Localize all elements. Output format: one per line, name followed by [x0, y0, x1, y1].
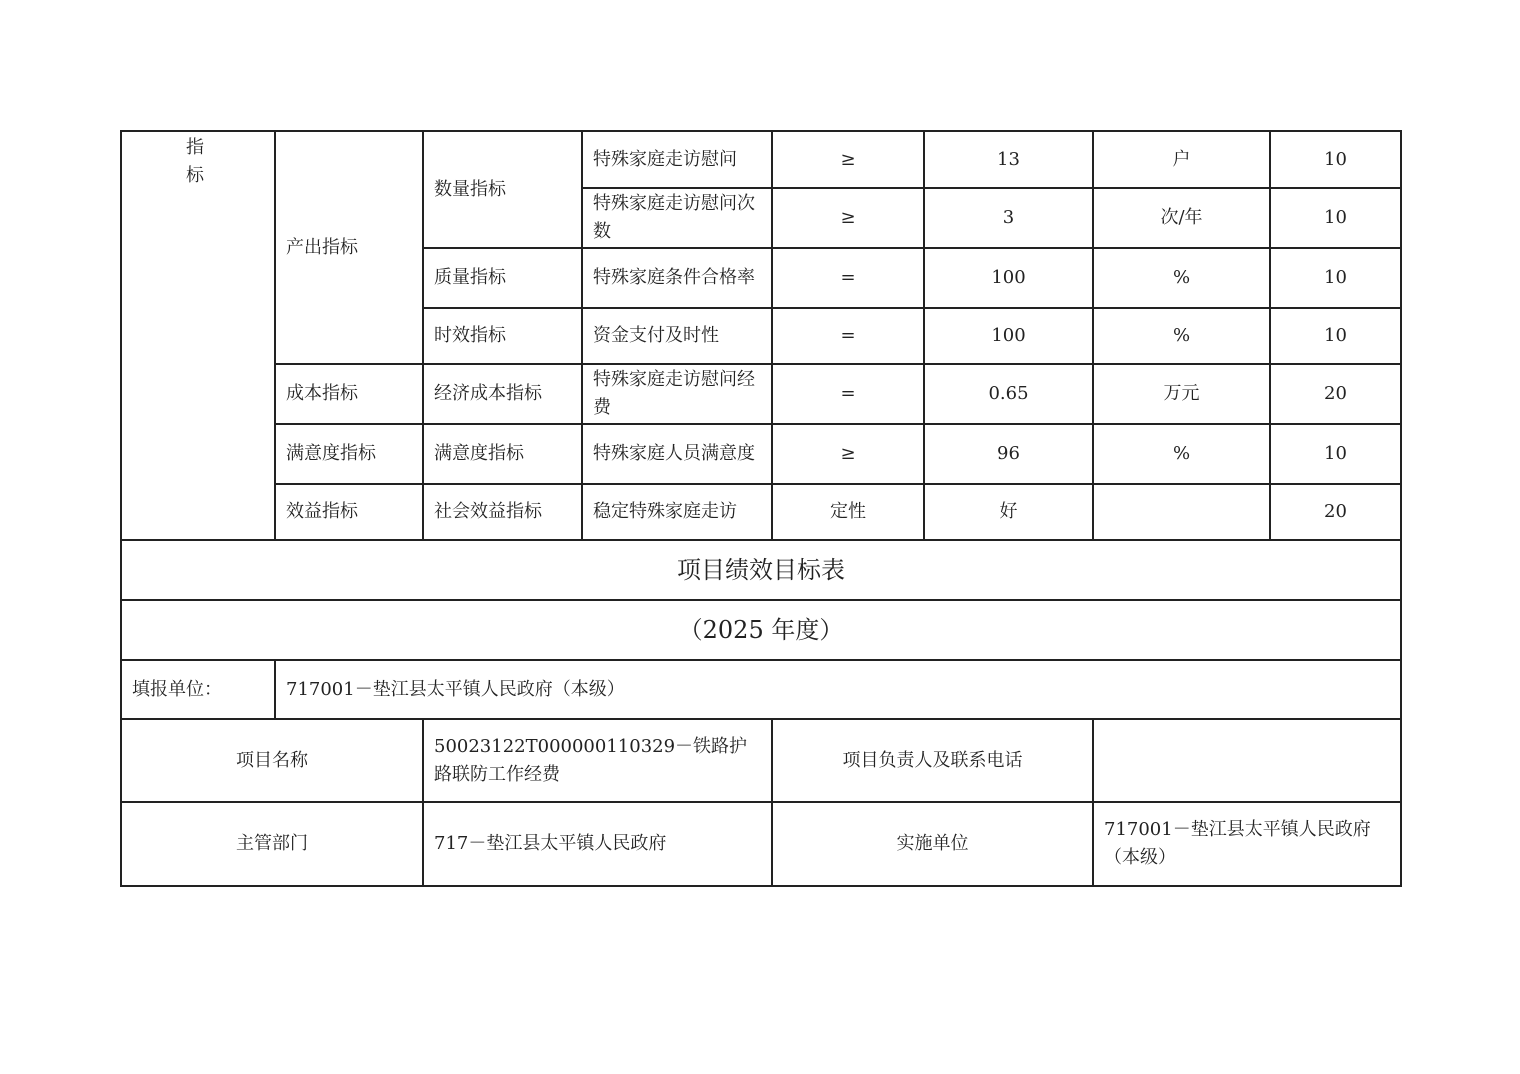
group-output: 产出指标 — [275, 131, 423, 364]
project-info-table — [120, 539, 1402, 887]
indicator-unit: % — [1093, 308, 1270, 364]
implementing-unit-value: 717001－垫江县太平镇人民政府（本级） — [1093, 802, 1401, 886]
project-name-label: 项目名称 — [121, 719, 423, 802]
indicator-name: 特殊家庭走访慰问 — [582, 131, 772, 188]
project-owner-value — [1093, 719, 1401, 802]
indicator-name: 特殊家庭条件合格率 — [582, 248, 772, 308]
indicator-value: 100 — [924, 248, 1093, 308]
department-label: 主管部门 — [121, 802, 423, 886]
indicator-weight: 10 — [1270, 424, 1401, 484]
level3-satisfaction: 满意度指标 — [423, 424, 582, 484]
group-cost: 成本指标 — [275, 364, 423, 424]
level3-social-benefit: 社会效益指标 — [423, 484, 582, 540]
indicator-level1-label: 指 标 — [121, 131, 275, 540]
indicator-name: 稳定特殊家庭走访 — [582, 484, 772, 540]
indicator-value: 0.65 — [924, 364, 1093, 424]
indicator-operator: ≥ — [772, 188, 924, 248]
indicator-name: 特殊家庭走访慰问经费 — [582, 364, 772, 424]
indicator-value: 100 — [924, 308, 1093, 364]
indicator-unit: 户 — [1093, 131, 1270, 188]
indicator-unit — [1093, 484, 1270, 540]
indicator-operator: = — [772, 308, 924, 364]
indicator-weight: 10 — [1270, 188, 1401, 248]
level3-quality: 质量指标 — [423, 248, 582, 308]
indicator-unit: % — [1093, 424, 1270, 484]
table-title: 项目绩效目标表 — [121, 540, 1401, 600]
indicator-value: 13 — [924, 131, 1093, 188]
indicator-weight: 10 — [1270, 308, 1401, 364]
implementing-unit-label: 实施单位 — [772, 802, 1093, 886]
indicator-unit: % — [1093, 248, 1270, 308]
indicator-weight: 20 — [1270, 484, 1401, 540]
indicator-weight: 10 — [1270, 248, 1401, 308]
reporting-unit-value: 717001－垫江县太平镇人民政府（本级） — [275, 660, 1401, 719]
level3-quantity: 数量指标 — [423, 131, 582, 248]
indicator-operator: = — [772, 248, 924, 308]
reporting-unit-label: 填报单位： — [121, 660, 275, 719]
group-satisfaction: 满意度指标 — [275, 424, 423, 484]
indicator-weight: 20 — [1270, 364, 1401, 424]
indicator-operator: ≥ — [772, 424, 924, 484]
indicator-unit: 万元 — [1093, 364, 1270, 424]
indicator-table — [120, 130, 1402, 541]
department-value: 717－垫江县太平镇人民政府 — [423, 802, 772, 886]
indicator-name: 资金支付及时性 — [582, 308, 772, 364]
indicator-value: 96 — [924, 424, 1093, 484]
indicator-weight: 10 — [1270, 131, 1401, 188]
indicator-name: 特殊家庭人员满意度 — [582, 424, 772, 484]
indicator-operator: 定性 — [772, 484, 924, 540]
indicator-operator: ≥ — [772, 131, 924, 188]
indicator-value: 3 — [924, 188, 1093, 248]
project-owner-label: 项目负责人及联系电话 — [772, 719, 1093, 802]
group-benefit: 效益指标 — [275, 484, 423, 540]
indicator-value: 好 — [924, 484, 1093, 540]
indicator-name: 特殊家庭走访慰问次数 — [582, 188, 772, 248]
level3-timeliness: 时效指标 — [423, 308, 582, 364]
indicator-unit: 次/年 — [1093, 188, 1270, 248]
indicator-operator: = — [772, 364, 924, 424]
level3-economic-cost: 经济成本指标 — [423, 364, 582, 424]
project-name-value: 50023122T000000110329－铁路护路联防工作经费 — [423, 719, 772, 802]
table-year: （2025 年度） — [121, 600, 1401, 660]
